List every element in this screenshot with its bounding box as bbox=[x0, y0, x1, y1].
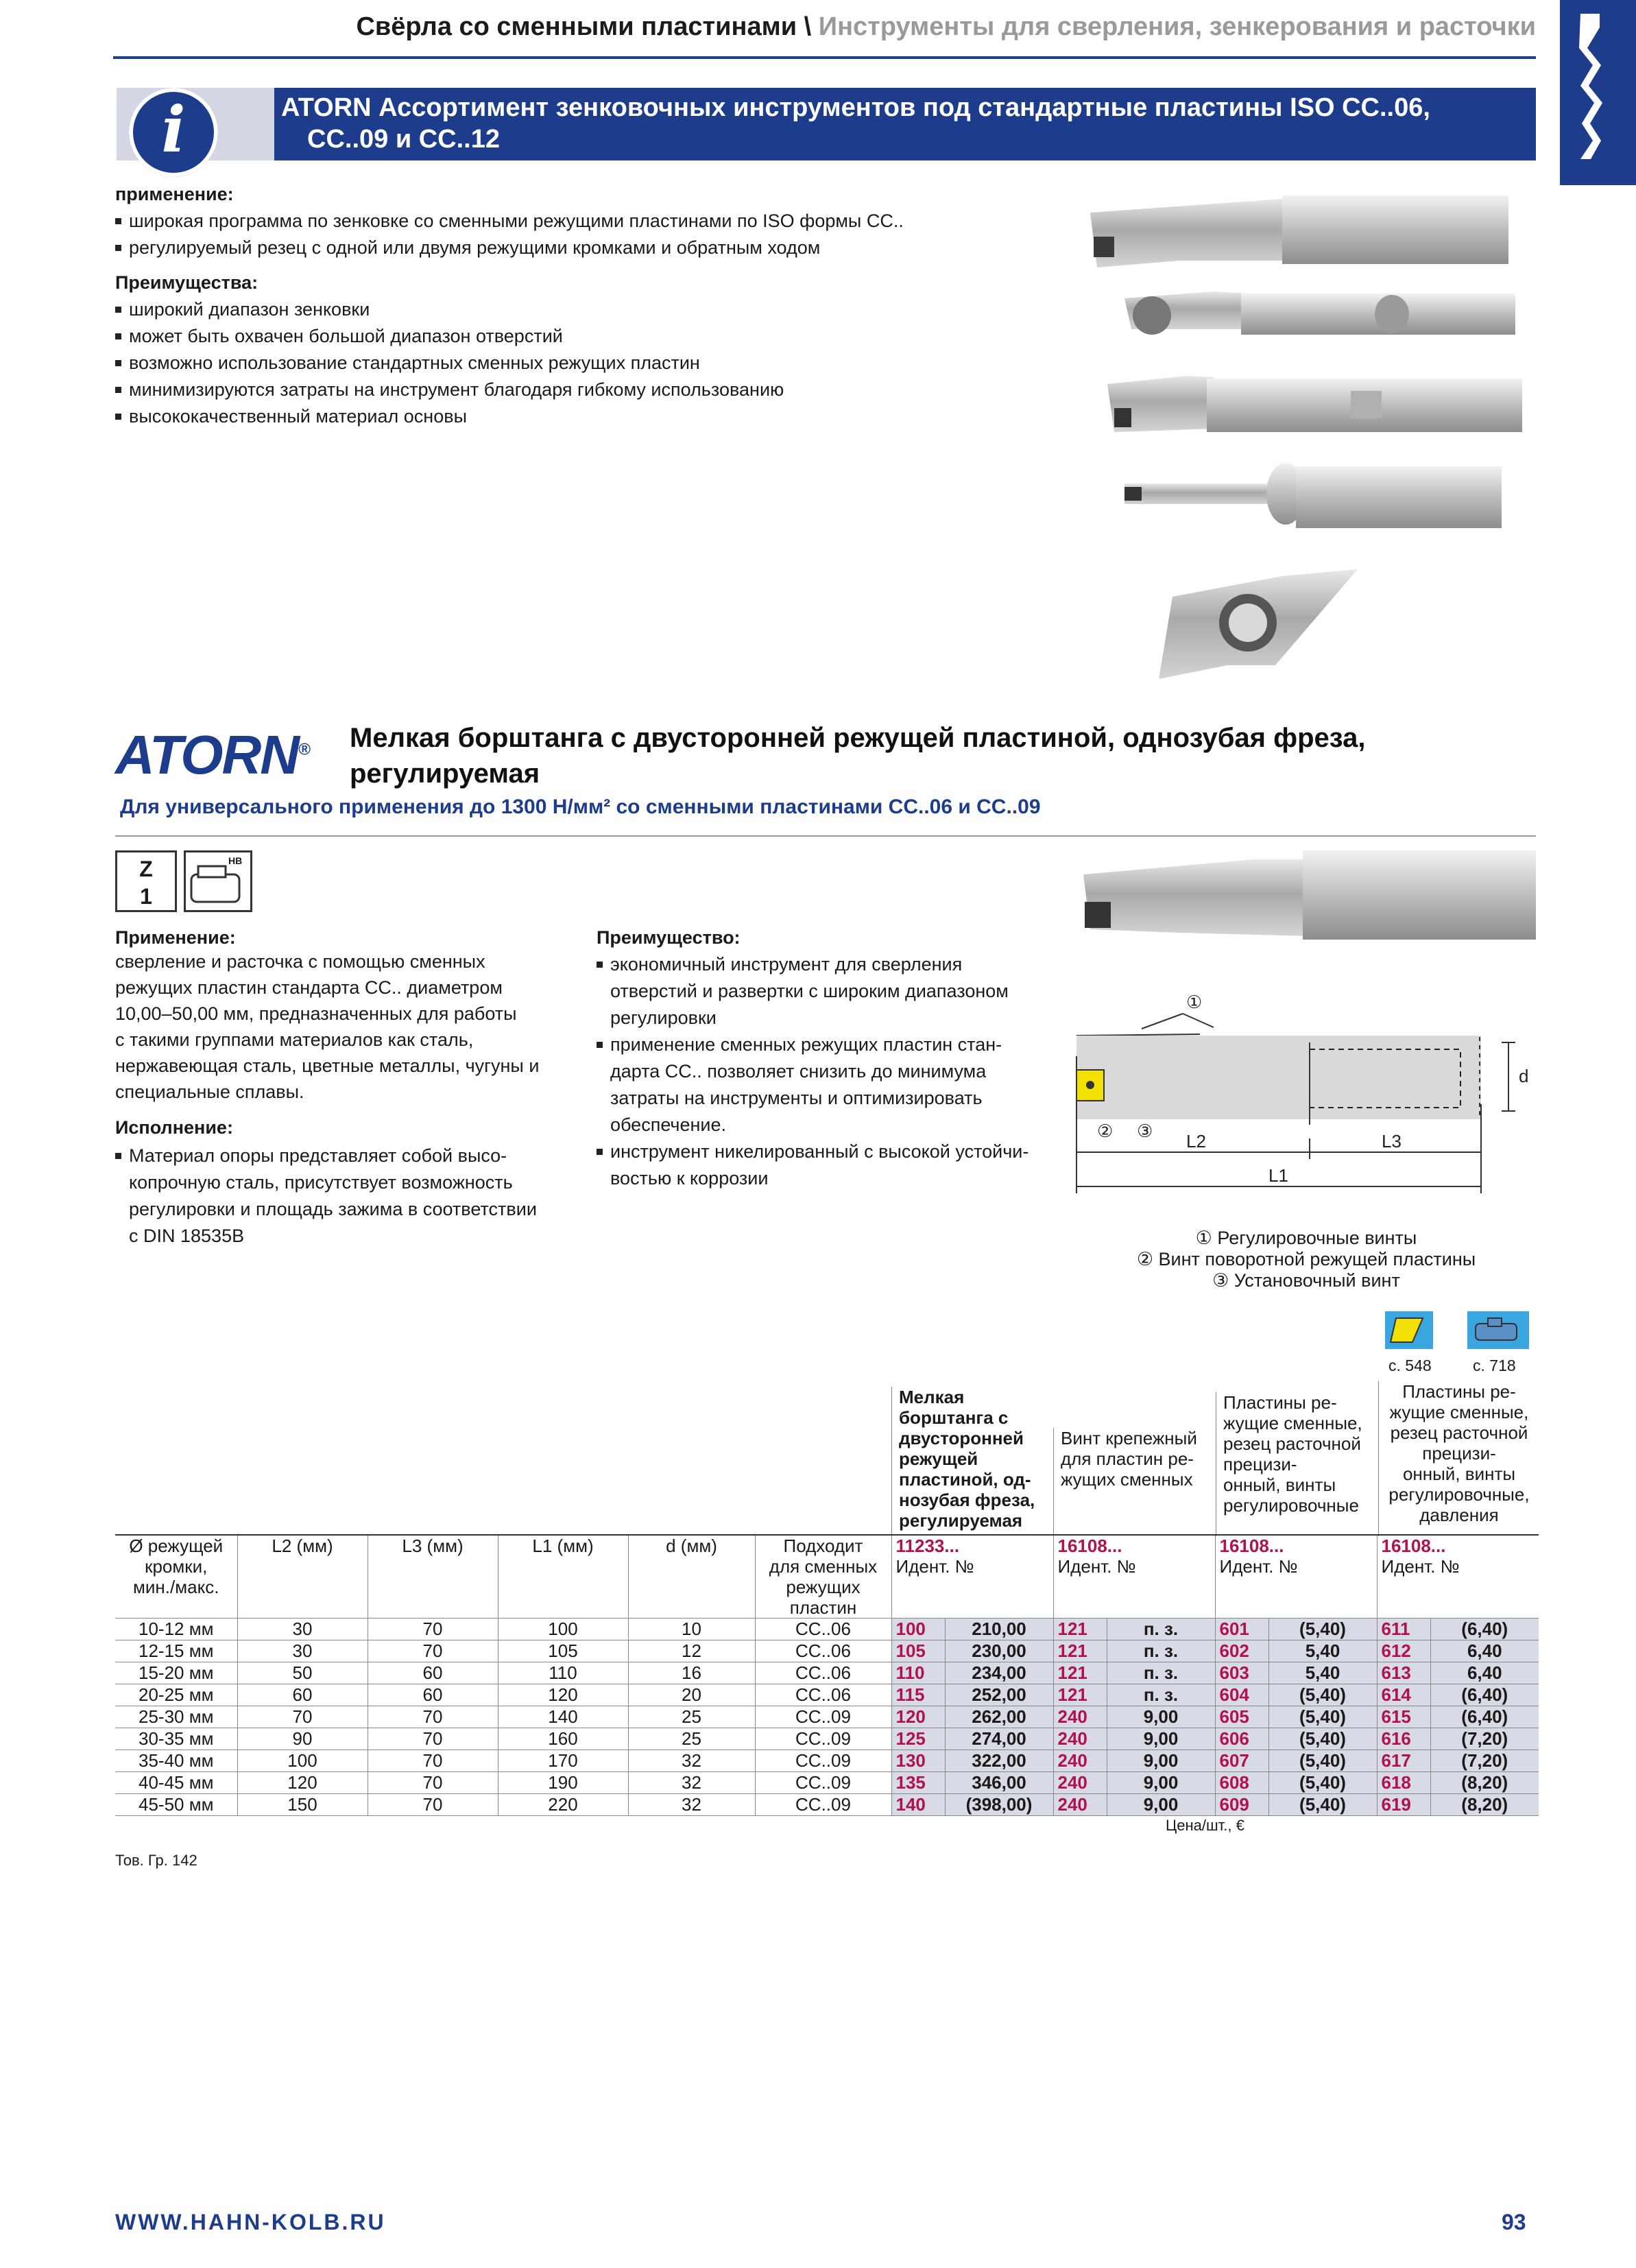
table-row bbox=[115, 1794, 1539, 1816]
table-cell: (7,20) bbox=[1430, 1750, 1539, 1772]
table-cell: 615 bbox=[1377, 1706, 1430, 1728]
table-cell: (6,40) bbox=[1430, 1706, 1539, 1728]
legend-item: ② Винт поворотной режущей пластины bbox=[1136, 1249, 1476, 1269]
table-cell: 9,00 bbox=[1107, 1706, 1215, 1728]
table-cell: (5,40) bbox=[1268, 1728, 1377, 1750]
design-list bbox=[115, 1143, 568, 1250]
table-cell: 70 bbox=[368, 1706, 498, 1728]
table-cell: CC..09 bbox=[755, 1706, 891, 1728]
table-cell: (8,20) bbox=[1430, 1794, 1539, 1816]
ref-page-718[interactable]: с. 718 bbox=[1473, 1357, 1516, 1374]
table-cell: 240 bbox=[1053, 1750, 1107, 1772]
table-cell: 70 bbox=[368, 1728, 498, 1750]
table-cell: 70 bbox=[237, 1706, 368, 1728]
table-cell: 602 bbox=[1215, 1640, 1268, 1662]
table-cell: 120 bbox=[891, 1706, 945, 1728]
table-cell: 125 bbox=[891, 1728, 945, 1750]
list-item: минимизируются затраты на инструмент благодаря гибкому использованию bbox=[115, 377, 1041, 403]
table-cell: 240 bbox=[1053, 1706, 1107, 1728]
table-cell: 240 bbox=[1053, 1728, 1107, 1750]
table-cell: 322,00 bbox=[945, 1750, 1053, 1772]
table-cell: (8,20) bbox=[1430, 1772, 1539, 1794]
table-cell: 32 bbox=[628, 1772, 755, 1794]
legend-item: ① Регулировочные винты bbox=[1195, 1228, 1417, 1248]
col-header-l1: L1 (мм) bbox=[498, 1535, 628, 1619]
list-item: регулируемый резец с одной или двумя режущими кромками и обратным ходом bbox=[115, 235, 1041, 261]
table-cell: 274,00 bbox=[945, 1728, 1053, 1750]
table-cell: 160 bbox=[498, 1728, 628, 1750]
table-cell: 240 bbox=[1053, 1794, 1107, 1816]
table-cell: (6,40) bbox=[1430, 1619, 1539, 1640]
tool-drawing bbox=[1070, 981, 1550, 1207]
col-header-inserts: Подходит для сменных режущих пластин bbox=[755, 1535, 891, 1619]
table-cell: 60 bbox=[237, 1684, 368, 1706]
screw-accessory-icon[interactable] bbox=[1467, 1311, 1529, 1349]
table-cell: 12-15 мм bbox=[115, 1640, 237, 1662]
table-cell: 105 bbox=[498, 1640, 628, 1662]
list-item: Материал опоры представляет собой высо- копрочную сталь, присутствует возможность регулировки и площадь зажима в соответствии с DIN 18535B bbox=[115, 1143, 568, 1250]
table-cell: 30 bbox=[237, 1640, 368, 1662]
advantage-block bbox=[597, 927, 1063, 1192]
ident-header-bar: 11233... Идент. № bbox=[891, 1535, 1053, 1619]
table-cell: 150 bbox=[237, 1794, 368, 1816]
list-item: может быть охвачен большой диапазон отверстий bbox=[115, 323, 1041, 350]
table-cell: 613 bbox=[1377, 1662, 1430, 1684]
header-main: Свёрла со сменными пластинами bbox=[356, 12, 797, 41]
table-cell: 121 bbox=[1053, 1619, 1107, 1640]
table-cell: 20 bbox=[628, 1684, 755, 1706]
application-text-line: 10,00–50,00 мм, предназначенных для работы bbox=[115, 1003, 517, 1024]
table-cell: 262,00 bbox=[945, 1706, 1053, 1728]
table-cell: 32 bbox=[628, 1794, 755, 1816]
table-cell: 120 bbox=[498, 1684, 628, 1706]
benefits-heading: Преимущества: bbox=[115, 272, 258, 293]
table-cell: 607 bbox=[1215, 1750, 1268, 1772]
table-cell: п. з. bbox=[1107, 1640, 1215, 1662]
diagram-legend bbox=[1070, 1228, 1543, 1291]
application-text-line: нержавеющая сталь, цветные металлы, чугуны и bbox=[115, 1055, 540, 1076]
ident-header-inserts: 16108... Идент. № bbox=[1215, 1535, 1377, 1619]
table-cell: CC..06 bbox=[755, 1684, 891, 1706]
table-cell: 25 bbox=[628, 1728, 755, 1750]
table-cell: п. з. bbox=[1107, 1662, 1215, 1684]
benefits-list bbox=[115, 296, 1041, 430]
ident-header-screw: 16108... Идент. № bbox=[1053, 1535, 1215, 1619]
usage-heading: применение: bbox=[115, 184, 234, 204]
table-cell: CC..09 bbox=[755, 1750, 891, 1772]
table-cell: 60 bbox=[368, 1684, 498, 1706]
table-cell: 100 bbox=[237, 1750, 368, 1772]
table-cell: 6,40 bbox=[1430, 1662, 1539, 1684]
list-item: применение сменных режущих пластин стан- дарта CC.. позволяет снизить до минимума затраты на инструменты и оптимизировать обеспечение. bbox=[597, 1031, 1063, 1138]
table-row bbox=[115, 1706, 1539, 1728]
application-heading: Применение: bbox=[115, 927, 236, 948]
table-cell: 30 bbox=[237, 1619, 368, 1640]
callout-1: ① bbox=[1186, 992, 1203, 1012]
usage-list bbox=[115, 208, 1041, 261]
col-header-l2: L2 (мм) bbox=[237, 1535, 368, 1619]
table-cell: 617 bbox=[1377, 1750, 1430, 1772]
table-cell: 9,00 bbox=[1107, 1728, 1215, 1750]
advantage-list bbox=[597, 951, 1063, 1192]
table-cell: 609 bbox=[1215, 1794, 1268, 1816]
table-cell: CC..09 bbox=[755, 1794, 891, 1816]
table-cell: 601 bbox=[1215, 1619, 1268, 1640]
group-header-screw: Винт крепежный для пластин ре- жущих сменных bbox=[1053, 1428, 1218, 1536]
table-cell: (5,40) bbox=[1268, 1706, 1377, 1728]
table-cell: 618 bbox=[1377, 1772, 1430, 1794]
table-cell: п. з. bbox=[1107, 1619, 1215, 1640]
table-cell: 100 bbox=[891, 1619, 945, 1640]
table-cell: 121 bbox=[1053, 1662, 1107, 1684]
table-cell: 70 bbox=[368, 1794, 498, 1816]
table-cell: 40-45 мм bbox=[115, 1772, 237, 1794]
table-cell: 252,00 bbox=[945, 1684, 1053, 1706]
dim-d: d bbox=[1519, 1066, 1529, 1086]
table-cell: (5,40) bbox=[1268, 1794, 1377, 1816]
table-cell: 25 bbox=[628, 1706, 755, 1728]
table-cell: 20-25 мм bbox=[115, 1684, 237, 1706]
table-cell: 32 bbox=[628, 1750, 755, 1772]
table-cell: 190 bbox=[498, 1772, 628, 1794]
table-cell: 115 bbox=[891, 1684, 945, 1706]
page-number: 93 bbox=[1502, 2210, 1526, 2234]
application-block bbox=[115, 927, 568, 1250]
goods-group: Тов. Гр. 142 bbox=[115, 1852, 197, 1869]
product-title: Мелкая борштанга с двусторонней режущей пластиной, однозубая фреза, регулируемая bbox=[350, 723, 1366, 789]
drill-icon bbox=[1560, 0, 1636, 185]
dim-L1: L1 bbox=[1268, 1165, 1288, 1186]
table-row bbox=[115, 1772, 1539, 1794]
table-cell: (5,40) bbox=[1268, 1750, 1377, 1772]
table-cell: 605 bbox=[1215, 1706, 1268, 1728]
tool-image-3 bbox=[1107, 376, 1522, 432]
table-cell: 105 bbox=[891, 1640, 945, 1662]
table-cell: 10 bbox=[628, 1619, 755, 1640]
section-rule bbox=[115, 835, 1536, 837]
application-text-line: специальные сплавы. bbox=[115, 1082, 304, 1102]
table-cell: 121 bbox=[1053, 1684, 1107, 1706]
table-cell: 121 bbox=[1053, 1640, 1107, 1662]
table-cell: CC..09 bbox=[755, 1728, 891, 1750]
table-cell: 606 bbox=[1215, 1728, 1268, 1750]
tool-image-2 bbox=[1124, 291, 1515, 335]
table-cell: 100 bbox=[498, 1619, 628, 1640]
callout-2: ② bbox=[1097, 1121, 1114, 1141]
table-cell: (6,40) bbox=[1430, 1684, 1539, 1706]
table-cell: (7,20) bbox=[1430, 1728, 1539, 1750]
table-cell: 603 bbox=[1215, 1662, 1268, 1684]
table-cell: 604 bbox=[1215, 1684, 1268, 1706]
table-cell: 110 bbox=[891, 1662, 945, 1684]
table-cell: 120 bbox=[237, 1772, 368, 1794]
table-cell: 230,00 bbox=[945, 1640, 1053, 1662]
table-cell: 16 bbox=[628, 1662, 755, 1684]
table-cell: CC..09 bbox=[755, 1772, 891, 1794]
holder-type-badge: HB bbox=[184, 850, 252, 912]
table-cell: 90 bbox=[237, 1728, 368, 1750]
table-cell: 135 bbox=[891, 1772, 945, 1794]
table-cell: 5,40 bbox=[1268, 1662, 1377, 1684]
list-item: инструмент никелированный с высокой устойчи- востью к коррозии bbox=[597, 1138, 1063, 1192]
application-text-line: сверление и расточка с помощью сменных bbox=[115, 951, 485, 972]
table-cell: 220 bbox=[498, 1794, 628, 1816]
col-header-diameter: Ø режущей кромки, мин./макс. bbox=[115, 1535, 237, 1619]
table-cell: 346,00 bbox=[945, 1772, 1053, 1794]
table-cell: 608 bbox=[1215, 1772, 1268, 1794]
table-cell: 616 bbox=[1377, 1728, 1430, 1750]
header-separator: \ bbox=[797, 12, 819, 41]
teeth-count-badge: Z 1 bbox=[115, 850, 177, 912]
page-header-title bbox=[0, 12, 1536, 42]
table-row bbox=[115, 1619, 1539, 1640]
group-header-bar: Мелкая борштанга с двусторонней режущей пластиной, од- нозубая фреза, регулируемая bbox=[891, 1387, 1057, 1536]
insert-image bbox=[1159, 569, 1358, 679]
table-cell: 60 bbox=[368, 1662, 498, 1684]
col-header-l3: L3 (мм) bbox=[368, 1535, 498, 1619]
table-cell: 619 bbox=[1377, 1794, 1430, 1816]
product-photo bbox=[1076, 847, 1550, 950]
atorn-logo: ATORN® bbox=[115, 724, 309, 785]
product-subtitle: Для универсального применения до 1300 Н/мм² со сменными пластинами CC..06 и CC..09 bbox=[120, 796, 1041, 818]
table-cell: 210,00 bbox=[945, 1619, 1053, 1640]
tool-photos bbox=[1076, 185, 1543, 706]
table-cell: 35-40 мм bbox=[115, 1750, 237, 1772]
table-header-row bbox=[115, 1535, 1539, 1619]
table-cell: 70 bbox=[368, 1750, 498, 1772]
dim-L2: L2 bbox=[1186, 1131, 1206, 1151]
group-header-inserts-pressure: Пластины ре- жущие сменные, резец расточной прецизи- онный, винты регулировочные, давления bbox=[1378, 1381, 1539, 1536]
table-cell: 30-35 мм bbox=[115, 1728, 237, 1750]
table-cell: 10-12 мм bbox=[115, 1619, 237, 1640]
header-rule bbox=[113, 56, 1536, 59]
table-cell: 611 bbox=[1377, 1619, 1430, 1640]
table-cell: 6,40 bbox=[1430, 1640, 1539, 1662]
table-cell: (5,40) bbox=[1268, 1684, 1377, 1706]
table-cell: (398,00) bbox=[945, 1794, 1053, 1816]
table-cell: 9,00 bbox=[1107, 1794, 1215, 1816]
legend-item: ③ Установочный винт bbox=[1212, 1270, 1400, 1291]
footer-url-link[interactable]: WWW.HAHN-KOLB.RU bbox=[115, 2210, 386, 2234]
info-icon: i bbox=[129, 88, 218, 177]
table-cell: 25-30 мм bbox=[115, 1706, 237, 1728]
table-cell: 614 bbox=[1377, 1684, 1430, 1706]
ref-page-548[interactable]: с. 548 bbox=[1388, 1357, 1432, 1374]
table-cell: 140 bbox=[498, 1706, 628, 1728]
table-cell: 9,00 bbox=[1107, 1750, 1215, 1772]
table-cell: 15-20 мм bbox=[115, 1662, 237, 1684]
table-cell: 5,40 bbox=[1268, 1640, 1377, 1662]
table-cell: 110 bbox=[498, 1662, 628, 1684]
tool-image-4 bbox=[1124, 463, 1502, 528]
application-text-line: режущих пластин стандарта CC.. диаметром bbox=[115, 977, 503, 998]
header-sub: Инструменты для сверления, зенкерования и расточки bbox=[818, 12, 1536, 41]
list-item: экономичный инструмент для сверления отверстий и развертки с широким диапазоном регулировки bbox=[597, 951, 1063, 1031]
table-cell: (5,40) bbox=[1268, 1772, 1377, 1794]
table-row bbox=[115, 1662, 1539, 1684]
application-text-line: с такими группами материалов как сталь, bbox=[115, 1029, 474, 1050]
drill-section-tab[interactable] bbox=[1560, 0, 1636, 185]
table-cell: 70 bbox=[368, 1619, 498, 1640]
info-banner-text: ATORN Ассортимент зенковочных инструментов под стандартные пластины ISO CC..06, CC..09 и CC..12 bbox=[281, 93, 1430, 154]
list-item: широкая программа по зенковке со сменными режущими пластинами по ISO формы CC.. bbox=[115, 208, 1041, 235]
design-heading: Исполнение: bbox=[115, 1117, 233, 1138]
table-cell: 12 bbox=[628, 1640, 755, 1662]
list-item: широкий диапазон зенковки bbox=[115, 296, 1041, 323]
table-cell: 240 bbox=[1053, 1772, 1107, 1794]
list-item: возможно использование стандартных сменных режущих пластин bbox=[115, 350, 1041, 377]
table-cell: 50 bbox=[237, 1662, 368, 1684]
table-cell: 45-50 мм bbox=[115, 1794, 237, 1816]
table-cell: 70 bbox=[368, 1772, 498, 1794]
callout-3: ③ bbox=[1137, 1121, 1153, 1141]
table-row bbox=[115, 1728, 1539, 1750]
table-cell: п. з. bbox=[1107, 1684, 1215, 1706]
ident-header-inserts-pressure: 16108... Идент. № bbox=[1377, 1535, 1539, 1619]
table-row bbox=[115, 1640, 1539, 1662]
table-cell: 70 bbox=[368, 1640, 498, 1662]
table-cell: 140 bbox=[891, 1794, 945, 1816]
table-cell: 234,00 bbox=[945, 1662, 1053, 1684]
intro-block bbox=[115, 184, 1041, 430]
advantage-heading: Преимущество: bbox=[597, 927, 741, 948]
table-cell: CC..06 bbox=[755, 1662, 891, 1684]
price-note: Цена/шт., € bbox=[1166, 1817, 1244, 1834]
table-cell: 170 bbox=[498, 1750, 628, 1772]
table-cell: 9,00 bbox=[1107, 1772, 1215, 1794]
table-cell: 130 bbox=[891, 1750, 945, 1772]
tool-image-1 bbox=[1090, 195, 1508, 267]
table-row bbox=[115, 1684, 1539, 1706]
table-cell: CC..06 bbox=[755, 1640, 891, 1662]
group-header-inserts: Пластины ре- жущие сменные, резец расточной прецизи- онный, винты регулировочные bbox=[1216, 1392, 1381, 1536]
insert-accessory-icon[interactable] bbox=[1385, 1311, 1433, 1349]
table-cell: (5,40) bbox=[1268, 1619, 1377, 1640]
table-row bbox=[115, 1750, 1539, 1772]
list-item: высококачественный материал основы bbox=[115, 403, 1041, 430]
product-table bbox=[115, 1534, 1539, 1816]
dim-L3: L3 bbox=[1382, 1131, 1402, 1151]
table-cell: CC..06 bbox=[755, 1619, 891, 1640]
table-cell: 612 bbox=[1377, 1640, 1430, 1662]
col-header-d: d (мм) bbox=[628, 1535, 755, 1619]
